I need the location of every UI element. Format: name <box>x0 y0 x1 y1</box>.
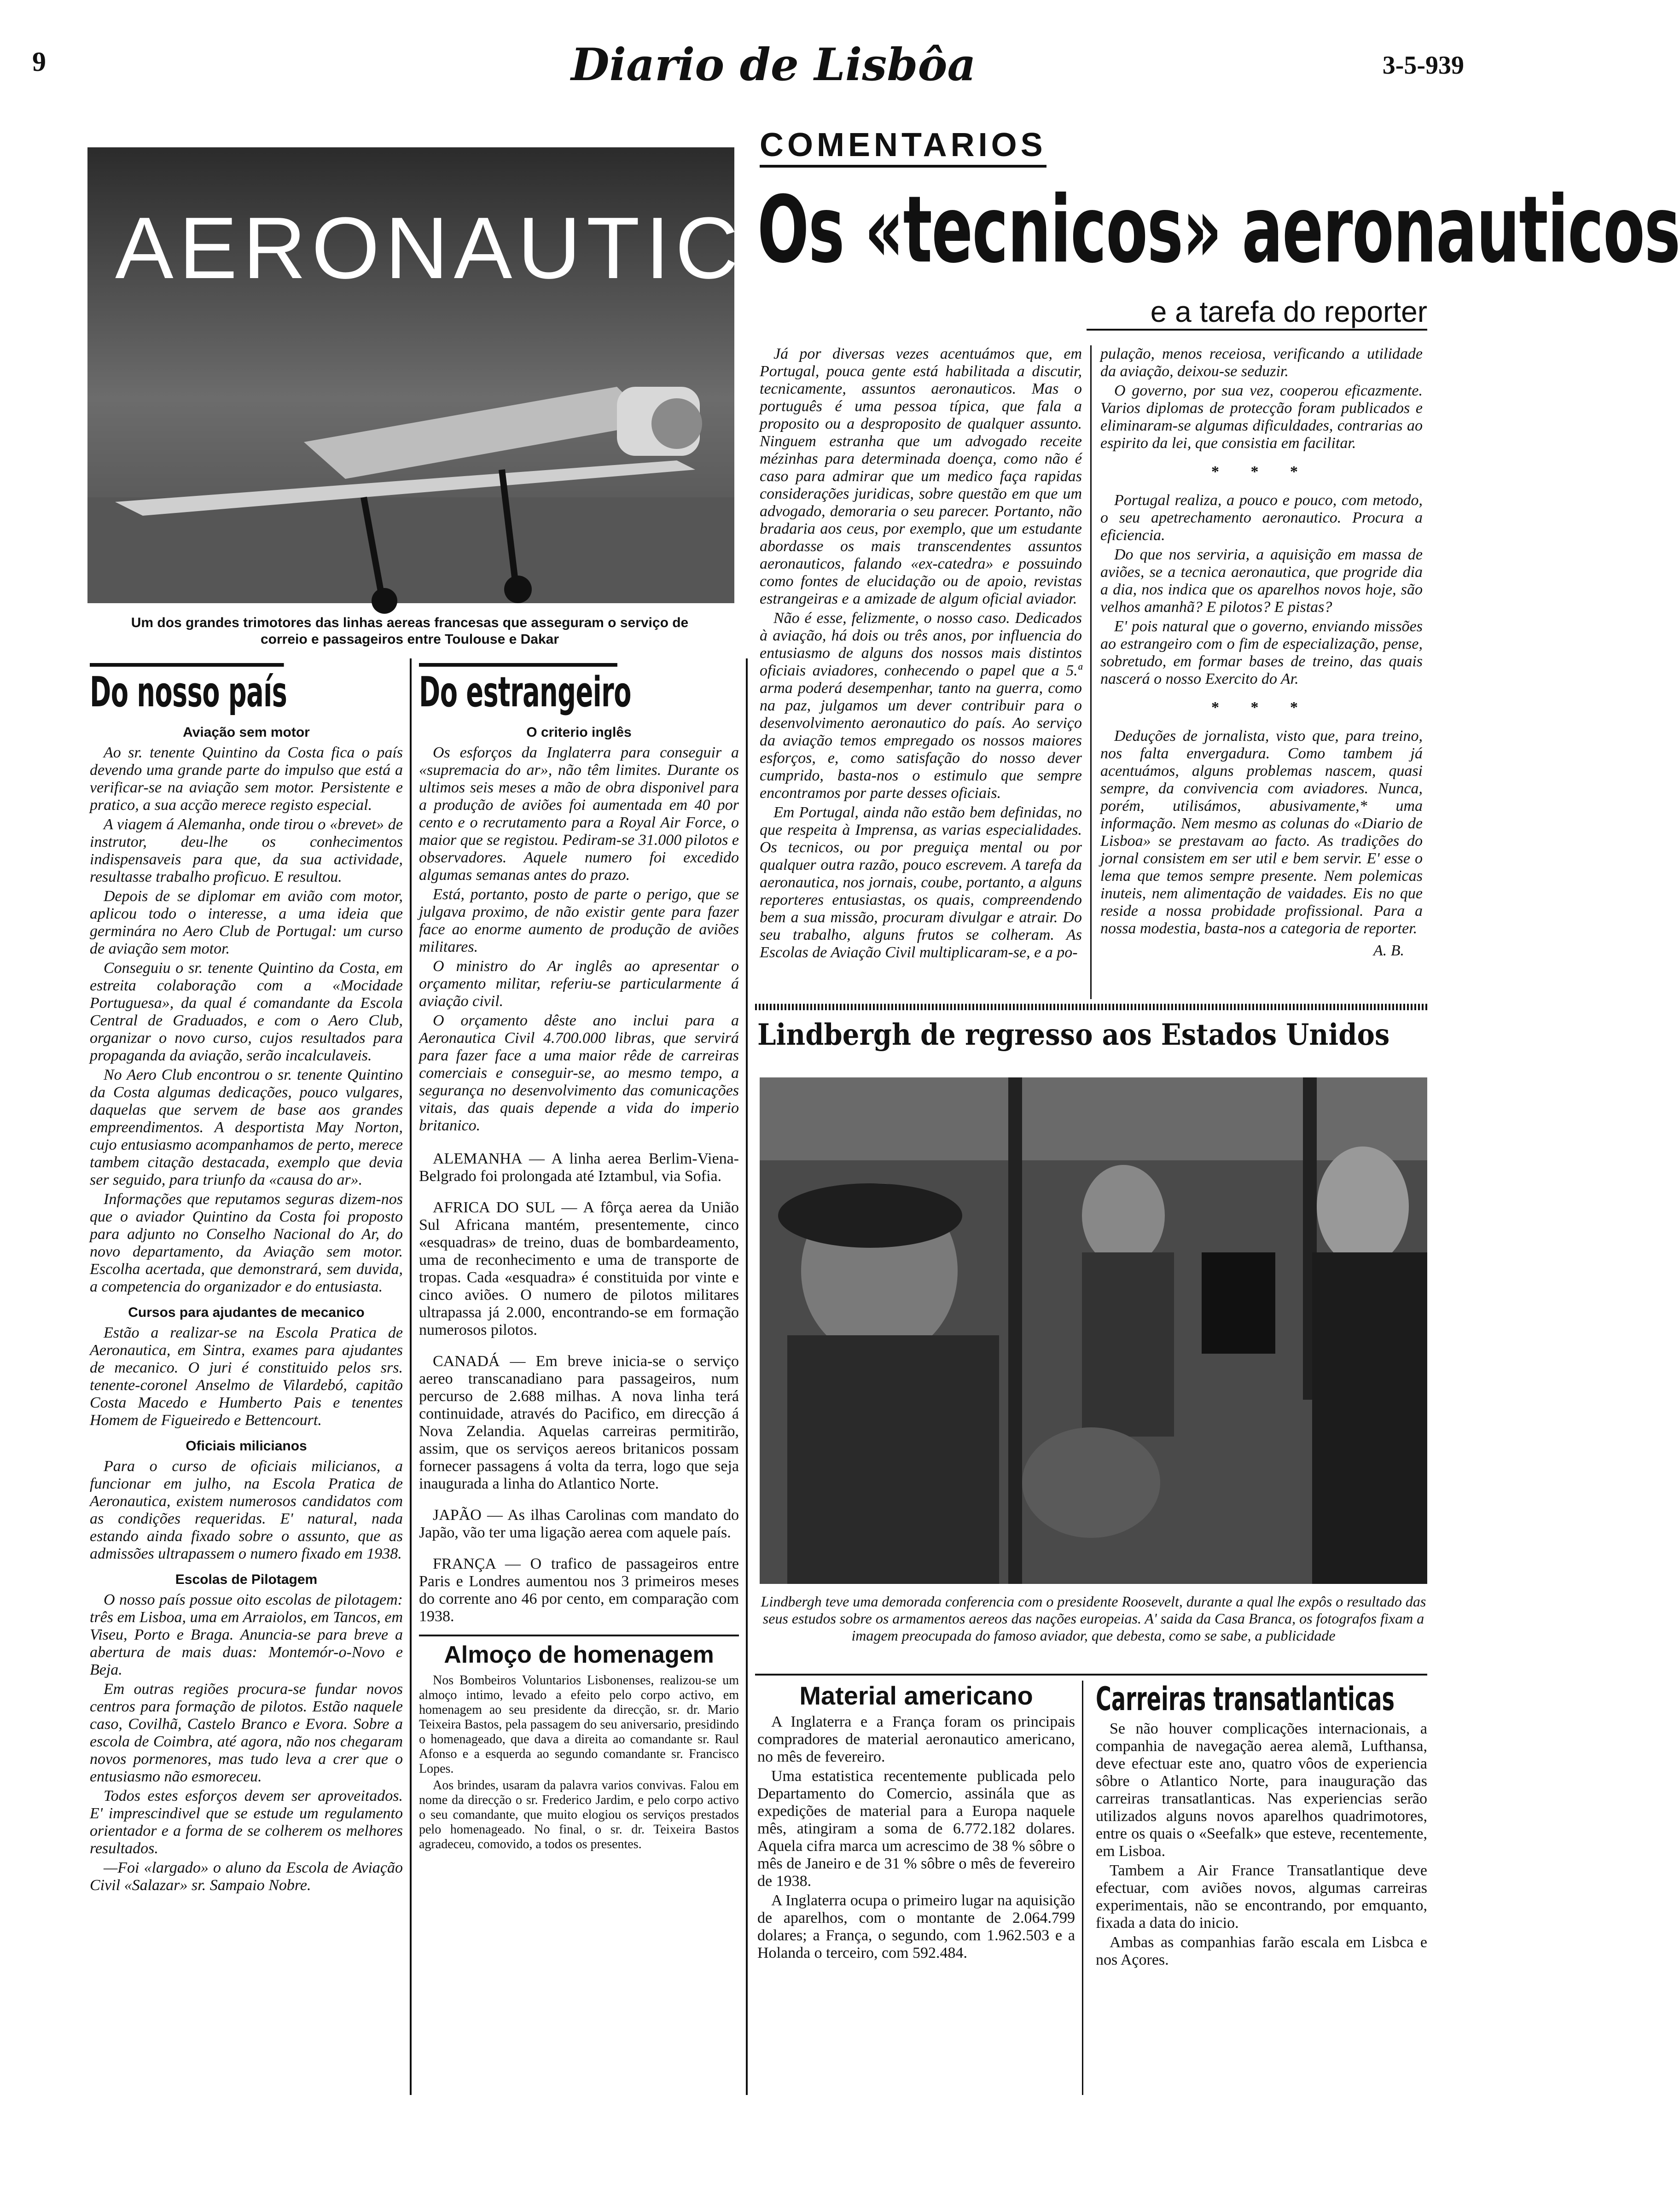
article-paragraph: Os esforços da Inglaterra para conseguir a «supremacia do ar», não têm limites. Durante os ultimos seis meses a mão de obra disponivel para a produção de aviões foi aumentada em 40 por cento e o recrutamento para a Royal Air Force, o maior que se registou. Pediram-se 31.000 pilotos e observadores. Aquele numero foi excedido algumas semanas antes do prazo. <box>419 744 739 884</box>
lindbergh-caption: Lindbergh teve uma demorada conferencia com o presidente Roosevelt, durante a qual lhe expôs o resultado das seus estudos sobre os armamentos aereos das nações europeias. A' saida da Casa Branca, os fotografos fixam a imagem preocupada do famoso aviador, que debesta, como se sabe, a publicidade <box>761 1593 1426 1644</box>
estrangeiro-column <box>419 663 739 1854</box>
nosso-pais-column <box>90 663 403 1896</box>
news-item: JAPÃO — As ilhas Carolinas com mandato do Japão, vão ter uma ligação aerea com aquele país. <box>419 1507 739 1541</box>
article-paragraph: Está, portanto, posto de parte o perigo, que se julgava proximo, de não existir gente para fazer face ao enorme aumento de produção de aviões militares. <box>419 886 739 955</box>
comentarios-signature: A. B. <box>1373 942 1404 959</box>
column-rule <box>410 658 412 2095</box>
comentarios-paragraph: Já por diversas vezes acentuámos que, em Portugal, pouca gente está habilitada a discutir, tecnicamente, assuntos aeronauticos. Mas o português é uma pessoa típica, que fala a proposito ou a desproposito de qualquer assunto. Ninguem estranha que um advogado receite mézinhas para determinada doença, como não é caso para admirar que um medico faça rapidas considerações juridicas, sobre questão em que um advogado, demoraria o seu parecer. Portanto, não bradaria aos ceus, por exemplo, que um estudante abordasse os mais transcendentes assuntos aeronauticos, falando «ex-catedra» e possuindo como fontes de elucidação ou de apoio, revistas estrangeiras e a amizade de algum oficial aviador. <box>760 345 1082 607</box>
column-rule <box>1082 1681 1083 2095</box>
nosso-pais-heading: Do nosso país <box>90 663 284 716</box>
material-heading: Material americano <box>799 1681 1033 1710</box>
article-paragraph: A viagem á Alemanha, onde tirou o «brevet» de instrutor, deu-lhe os conhecimentos indispensaveis para que, da sua actividade, resultasse trabalho proficuo. E resultou. <box>90 816 403 885</box>
column-rule <box>1090 345 1092 999</box>
comentarios-paragraph: O governo, por sua vez, cooperou eficazmente. Varios diplomas de protecção foram publicados e eliminaram-se algumas dificuldades, contrarias ao espirito da lei, que consistia em facilitar. <box>1100 382 1423 452</box>
comentarios-col1 <box>760 345 1082 963</box>
article-paragraph: Ao sr. tenente Quintino da Costa fica o país devendo uma grande parte do impulso que está a verificar-se na aviação sem motor. Persistente e pratico, a sua acção merece registo especial. <box>90 744 403 814</box>
aeronautica-photo <box>87 147 808 603</box>
article-paragraph: Informações que reputamos seguras dizem-nos que o aviador Quintino da Costa foi proposto para adjunto no Conselho Nacional do Ar, do novo departamento, da Aviação sem motor. Escolha acertada, que demonstrará, sem duvida, a competencia do organizador e do entusiasta. <box>90 1191 403 1295</box>
carreiras-paragraph: Ambas as companhias farão escala em Lisbca e nos Açores. <box>1096 1934 1427 1968</box>
comentarios-paragraph: Não é esse, felizmente, o nosso caso. Dedicados à aviação, há dois ou três anos, por influencia do entusiasmo de alguns dos nossos mais distintos oficiais aviadores, conhecendo o papel que a 5.ª arma poderá desempenhar, tanto na guerra, como na paz, julgamos um dever contribuir para o desenvolvimento aeronautico do país. Ao serviço da aviação temos empregado os nossos maiores esforços, e, como satisfação do nosso dever cumprido, basta-nos o estimulo que sempre encontramos por parte desses oficiais. <box>760 610 1082 802</box>
column-rule <box>746 658 748 2095</box>
lindbergh-photo <box>760 1077 1427 1584</box>
article-paragraph: Para o curso de oficiais milicianos, a funcionar em julho, na Escola Pratica de Aeronautica, existem numerosos candidatos com as condições requeridas. E' natural, nada estando ainda fixado sobre o assunto, que as admissões ultrapassem o numero fixado em 1938. <box>90 1458 403 1562</box>
article-paragraph: No Aero Club encontrou o sr. tenente Quintino da Costa algumas dedicações, pouco vulgares, daquelas que servem de base aos grandes empreendimentos. A desportista May Norton, cujo entusiasmo acompanhamos de perto, merece tambem citação destacada, exemplo que devia ser seguido, para triunfo da «causa do ar». <box>90 1066 403 1188</box>
estrangeiro-heading: Do estrangeiro <box>419 663 617 716</box>
section-stars: * * * <box>1211 699 1312 716</box>
section-divider <box>755 1674 1427 1676</box>
article-paragraph: O ministro do Ar inglês ao apresentar o orçamento militar, referiu-se particularmente á aviação civil. <box>419 958 739 1010</box>
material-paragraph: Uma estatistica recentemente publicada pelo Departamento do Comercio, assinála que as expedições de material para a Europa naquele mês, atingiram a soma de 6.772.182 dolares. Aquela cifra marca um acrescimo de 38 % sôbre o mês de Janeiro e de 31 % sôbre o mês de fevereiro de 1938. <box>757 1768 1075 1890</box>
paper-title: Diario de Lisbôa <box>571 39 976 91</box>
comentarios-paragraph: Em Portugal, ainda não estão bem definidas, no que respeita à Imprensa, as varias especialidades. Os tecnicos, ou por preguiça mental ou por qualquer outra razão, pouco escrevem. A tarefa da aeronautica, nos jornais, coube, portanto, a alguns reporteres entusiastas, os quais, compreendendo bem a sua missão, procuram divulgar e atrair. Do seu trabalho, alguns frutos se colheram. As Escolas de Aviação Civil multiplicaram-se, e a po- <box>760 804 1082 961</box>
comentarios-paragraph: Deduções de jornalista, visto que, para treino, nos falta envergadura. Como tambem já acentuámos, alguns problemas nascem, quasi sempre, da convivencia com aviadores. Nunca, porém, utilisámos, abusivamente,* uma informação. Nem mesmo as colunas do «Diario de Lisboa» se prestavam ao facto. As tradições do jornal consistem em ser util e bem servir. E' esse o lema que temos sempre presente. Nem polemicas inuteis, nem alimentação de vaidades. Eis no que reside a nossa probidade profissional. Para a nossa modestia, basta-nos a categoria de reporter. <box>1100 727 1423 937</box>
comentarios-paragraph: Do que nos serviria, a aquisição em massa de aviões, se a tecnica aeronautica, que progride dia a dia, nos indica que os aparelhos novos hoje, são velhos amanhã? E pilotos? E pistas? <box>1100 546 1423 616</box>
article-paragraph: Conseguiu o sr. tenente Quintino da Costa, em estreita colaboração com a «Mocidade Portuguesa», da qual é comandante da Escola Central de Graduados, e com o Aero Club, organizar o novo curso, cujos resultados para propaganda da aviação, serão incalculaveis. <box>90 960 403 1064</box>
material-paragraph: A Inglaterra e a França foram os principais compradores de material aeronautico americano, no mês de fevereiro. <box>757 1713 1075 1765</box>
article-paragraph: Estão a realizar-se na Escola Pratica de Aeronautica, em Sintra, exames para ajudantes de mecanico. O juri é constituido pelos srs. tenente-coronel Anselmo de Vilardebó, capitão Costa Macedo e Humberto Pais e tenentes Homem de Figueiredo e Bettencourt. <box>90 1324 403 1429</box>
comentarios-kicker: COMENTARIOS <box>760 125 1046 168</box>
comentarios-headline: Os «tecnicos» aeronauticos <box>757 176 1680 284</box>
subheading: Escolas de Pilotagem <box>175 1572 318 1587</box>
aeronautica-caption: Um dos grandes trimotores das linhas aereas francesas que asseguram o serviço de correio e passageiros entre Toulouse e Dakar <box>131 615 689 647</box>
almoco-paragraph: Nos Bombeiros Voluntarios Lisbonenses, realizou-se um almoço intimo, levado a efeito pelo corpo activo, em homenagem ao seu presidente da direcção, sr. dr. Mario Teixeira Bastos, pela passagem do seu aniversario, presidindo o homenageado, que dava a direita ao comandante sr. Raul Afonso e a esquerda ao segundo comandante sr. Francisco Lopes. <box>419 1673 739 1776</box>
carreiras-column <box>1096 1681 1427 1971</box>
subheading: O criterio inglês <box>526 725 632 740</box>
aeronautica-banner: AERONAUTICA <box>115 199 808 297</box>
subheading: Aviação sem motor <box>183 725 310 740</box>
article-paragraph: O nosso país possue oito escolas de pilotagem: três em Lisboa, uma em Arraiolos, em Tancos, em Viseu, Porto e Braga. Anuncia-se para breve a abertura de mais duas: Montemór-o-Novo e Beja. <box>90 1591 403 1678</box>
article-paragraph: —Foi «largado» o aluno da Escola de Aviação Civil «Salazar» sr. Sampaio Nobre. <box>90 1859 403 1894</box>
almoco-paragraph: Aos brindes, usaram da palavra varios convivas. Falou em nome da direcção o sr. Frederico Jardim, e pelo corpo activo o seu comandante, que muito elogiou os serviços prestados pelo homenageado. No final, o sr. dr. Teixeira Bastos agradeceu, comovido, a todos os presentes. <box>419 1778 739 1851</box>
comentarios-paragraph: Portugal realiza, a pouco e pouco, com metodo, o seu apetrechamento aeronautico. Procura a eficiencia. <box>1100 492 1423 544</box>
issue-date: 3-5-939 <box>1382 51 1464 80</box>
material-column <box>757 1681 1075 1964</box>
news-item: CANADÁ — Em breve inicia-se o serviço aereo transcanadiano para passageiros, num percurso de 2.688 milhas. A nova linha terá continuidade, através do Pacifico, em direcção á Nova Zelandia. Aquelas carreiras permitirão, assim, que os serviços aereos britanicos possam fornecer passagens á volta da terra, logo que seja inaugurada a linha do Atlantico Norte. <box>419 1353 739 1492</box>
carreiras-heading: Carreiras transatlanticas <box>1096 1680 1395 1718</box>
almoco-heading: Almoço de homenagem <box>444 1641 714 1668</box>
material-paragraph: A Inglaterra ocupa o primeiro lugar na aquisição de aparelhos, com o montante de 2.064.799 dolares; a França, o segundo, com 1.962.503 e a Holanda o terceiro, com 592.484. <box>757 1892 1075 1961</box>
comentarios-col2 <box>1100 345 1423 960</box>
news-item: FRANÇA — O trafico de passageiros entre Paris e Londres aumentou nos 3 primeiros meses do corrente ano 46 por cento, em comparação com 1938. <box>419 1555 739 1625</box>
article-paragraph: Depois de se diplomar em avião com motor, aplicou todo o interesse, a uma ideia que germinára no Aero Club de Portugal: um curso de aviação sem motor. <box>90 888 403 957</box>
carreiras-paragraph: Se não houver complicações internacionais, a companhia de navegação aerea alemã, Lufthansa, deve efectuar este ano, quatro vôos de experiencia sôbre o Atlantico Norte, para inauguração das carreiras transatlanticas. Nas experiencias serão utilizados alguns novos aparelhos quadrimotores, entre os quais o «Seefalk» que esteve, recentemente, em Lisboa. <box>1096 1720 1427 1860</box>
carreiras-paragraph: Tambem a Air France Transatlantique deve efectuar, com aviões novos, algumas carreiras experimentais, não se encontrando, por emquanto, fixada a data do inicio. <box>1096 1862 1427 1932</box>
comentarios-subhead: e a tarefa do reporter <box>1087 295 1427 331</box>
lindbergh-illustration <box>760 1077 1427 1584</box>
comentarios-paragraph: pulação, menos receiosa, verificando a utilidade da aviação, deixou-se seduzir. <box>1100 345 1423 380</box>
news-item: ALEMANHA — A linha aerea Berlim-Viena-Belgrado foi prolongada até Iztambul, via Sofia. <box>419 1150 739 1185</box>
page-number: 9 <box>32 47 46 77</box>
section-divider <box>755 1004 1427 1010</box>
article-paragraph: Todos estes esforços devem ser aproveitados. E' imprescindivel que se estude um regulamento orientador e a forma de se colherem os melhores resultados. <box>90 1787 403 1857</box>
article-paragraph: Em outras regiões procura-se fundar novos centros para formação de pilotos. Estão naquele caso, Covilhã, Castelo Branco e Evora. Sobre a escola de Coimbra, até agora, não nos chegaram novos pormenores, mas tudo leva a crer que o entusiasmo não esmoreceu. <box>90 1681 403 1785</box>
lindbergh-headline: Lindbergh de regresso aos Estados Unidos <box>757 1018 1390 1052</box>
article-paragraph: O orçamento dêste ano inclui para a Aeronautica Civil 4.700.000 libras, que servirá para fazer face a uma maior rêde de carreiras comerciais e conseguir-se, ao mesmo tempo, a segurança no desenvolvimento das comunicações vitais, das quais depende a vida do imperio britanico. <box>419 1012 739 1134</box>
subheading: Oficiais milicianos <box>186 1438 307 1454</box>
subheading: Cursos para ajudantes de mecanico <box>128 1305 365 1320</box>
section-stars: * * * <box>1211 463 1312 480</box>
comentarios-paragraph: E' pois natural que o governo, enviando missões ao estrangeiro com o fim de especialização, pense, sobretudo, em formar bases de treino, das quais nascerá o nosso Exercito do Ar. <box>1100 618 1423 687</box>
news-item: AFRICA DO SUL — A fôrça aerea da União Sul Africana mantém, presentemente, cinco «esquadras» de treino, duas de bombardeamento, uma de reconhecimento e uma de transporte de tropas. Cada «esquadra» é constituida por vinte e cinco aviões. O numero de pilotos militares ultrapassa já 2.000, encontrando-se em formação numerosos pilotos. <box>419 1199 739 1338</box>
